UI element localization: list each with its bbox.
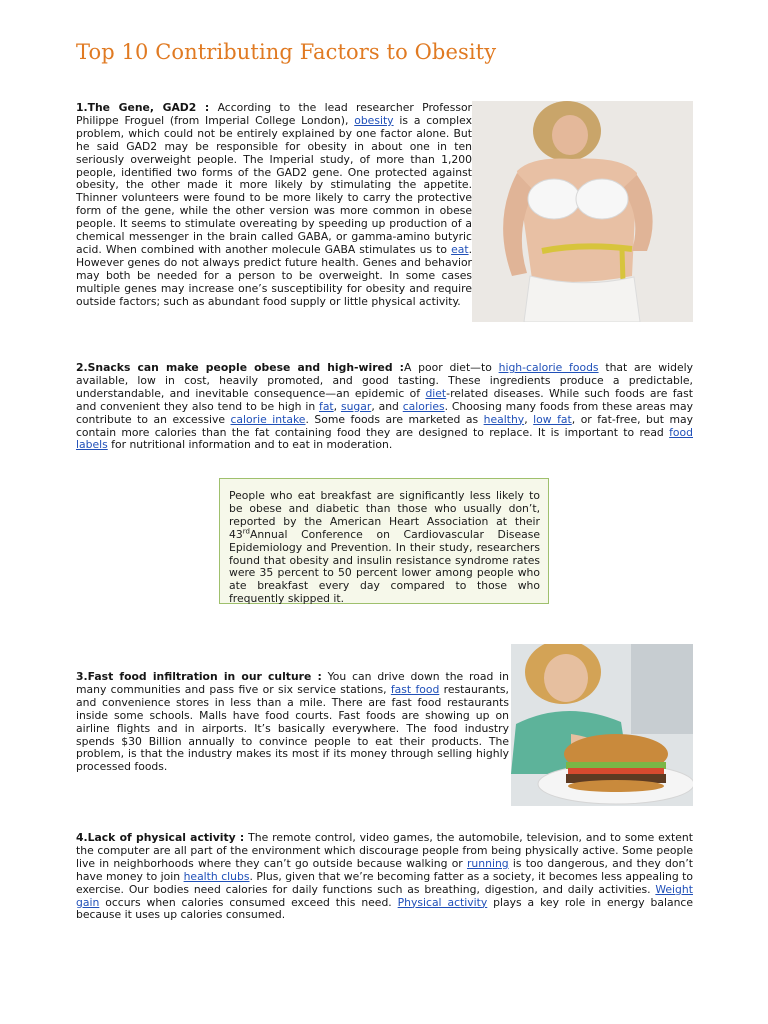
section-4-text: plays a key role in energy balance because it uses up calories consumed.	[76, 895, 693, 922]
fast-food-link[interactable]: fast food	[390, 682, 440, 696]
weight-gain-link[interactable]: Weight gain	[76, 882, 693, 909]
health-clubs-link[interactable]: health clubs	[183, 869, 250, 883]
high-calorie-foods-link[interactable]: high-calorie foods	[498, 361, 599, 374]
section-2-text: A poor diet—to	[404, 361, 499, 374]
section-1-text: is a complex problem, which could not be entirely explained by one factor alone. But he said GAD2 may be responsible for obesity in about one in ten seriously overweight people. The Imperial study, of more than 1,200 people, identified two forms of the GAD2 gene. One protected against obesity, the other made it more likely by stimulating the appetite. Thinner volunteers were found to be more likely to carry the protective form of the gene, while the other version was more common in obese people. It seems to stimulate overeating by speeding up production of a chemical messenger in the brain called GABA, or gamma-amino butyric acid. When combined with another molecule GABA stimulates us to	[76, 113, 472, 256]
section-4-physical-activity	[76, 832, 693, 922]
section-2-snacks	[76, 362, 693, 452]
section-2-heading: 2.Snacks can make people obese and high-wired :	[76, 361, 405, 374]
callout-text: Annual Conference on Cardiovascular Disease Epidemiology and Prevention. In their study, researchers found that obesity and insulin resistance syndrome rates were 35 percent to 50 percent lower among people who ate breakfast every day compared to those who frequently skipped it.	[229, 527, 540, 606]
fat-link[interactable]: fat	[319, 399, 334, 413]
woman-measuring-waist-photo	[472, 101, 693, 322]
section-4-text: is too dangerous, and they don’t have money to join	[76, 856, 693, 883]
section-1-text: . However genes do not always predict future health. Genes and behavior may both be needed for a person to be overweight. In some cases multiple genes may increase one’s susceptibility for obesity and require outside factors; such as abundant food supply or little physical activity.	[76, 242, 472, 308]
callout-superscript: rd	[242, 527, 250, 536]
calories-link[interactable]: calories	[402, 399, 445, 413]
section-2-text: , or fat-free, but may contain more calories than the fat containing food they are designed to replace. It is important to read	[76, 412, 693, 439]
healthy-link[interactable]: healthy	[483, 412, 525, 426]
section-4-text: occurs when calories consumed exceed this need.	[99, 895, 398, 909]
section-2-text: , and	[371, 399, 403, 413]
breakfast-callout-box	[219, 478, 549, 604]
section-3-fast-food	[76, 671, 509, 774]
calorie-intake-link[interactable]: calorie intake	[230, 412, 306, 426]
diet-link[interactable]: diet	[425, 386, 447, 400]
section-4-text: The remote control, video games, the automobile, television, and to some extent the computer are all part of the environment which discourage people from being physically active. Some people live in neighborhoods where they can’t go outside because walking or	[76, 831, 693, 870]
section-1-text: According to the lead researcher Professor Philippe Froguel (from Imperial College London),	[76, 101, 472, 127]
low-fat-link[interactable]: low fat	[533, 412, 572, 426]
section-2-text: ,	[524, 412, 534, 426]
section-3-text: You can drive down the road in many communities and pass five or six service stations,	[76, 670, 510, 696]
section-2-text: ,	[333, 399, 341, 413]
running-link[interactable]: running	[466, 856, 509, 870]
section-4-heading: 4.Lack of physical activity :	[76, 831, 245, 844]
section-1-heading: 1.The Gene, GAD2 :	[76, 101, 210, 114]
obesity-link[interactable]: obesity	[354, 113, 394, 127]
callout-text: People who eat breakfast are significantly less likely to be obese and diabetic than those who usually don’t, reported by the American Heart Association at their 43	[229, 489, 540, 541]
section-2-text: . Choosing many foods from these areas may contribute to an excessive	[76, 399, 693, 426]
section-2-text: that are widely available, low in cost, heavily promoted, and good tasting. These ingredients produce a predictable, understandable, and inevitable consequence—an epidemic of	[76, 361, 693, 400]
section-4-text: . Plus, given that we’re becoming fatter as a society, it becomes less appealing to exercise. Our bodies need calories for daily functions such as breathing, digestion, and daily activities.	[76, 869, 693, 896]
page-title: Top 10 Contributing Factors to Obesity	[76, 40, 497, 64]
section-3-text: restaurants, and convenience stores in less than a mile. There are fast food restaurants inside some schools. Malls have food courts. Fast foods are showing up on airline flights and in airports. It’s basically everywhere. The food industry spends $30 Billion annually to convince people to eat their products. The problem, is that the industry makes its most if its money through selling highly processed foods.	[76, 682, 509, 774]
physical-activity-link[interactable]: Physical activity	[397, 895, 488, 909]
food-labels-link[interactable]: food labels	[76, 425, 693, 452]
eat-link[interactable]: eat	[451, 242, 469, 256]
section-2-text: . Some foods are marketed as	[305, 412, 484, 426]
sugar-link[interactable]: sugar	[340, 399, 372, 413]
girl-eating-burger-photo	[511, 644, 693, 806]
section-2-text: for nutritional information and to eat in moderation.	[107, 438, 393, 452]
section-3-heading: 3.Fast food infiltration in our culture :	[76, 670, 322, 683]
section-2-text: -related diseases. While such foods are fast and convenient they also tend to be high in	[76, 386, 693, 413]
section-1-gene-gad2	[76, 102, 472, 309]
